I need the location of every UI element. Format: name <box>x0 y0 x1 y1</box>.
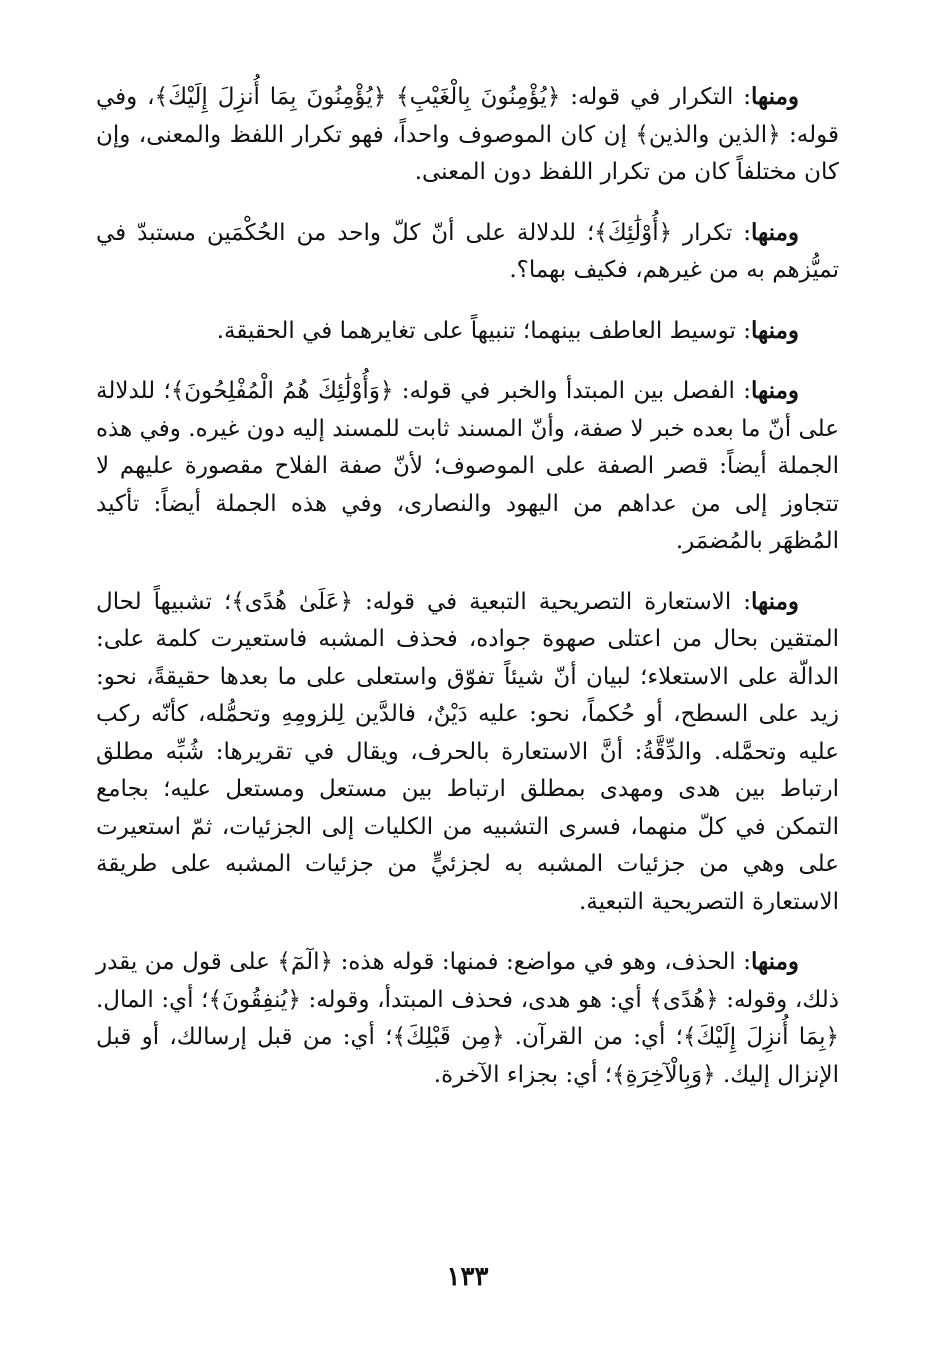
paragraph-lead: ومنها <box>751 948 799 975</box>
paragraph-text: : توسيط العاطف بينهما؛ تنبيهاً على تغايرهما في الحقيقة. <box>216 317 752 344</box>
page-number: ١٣٣ <box>446 1262 489 1292</box>
paragraph-ellipsis <box>96 943 839 1094</box>
paragraph-repetition <box>96 78 839 192</box>
paragraph-lead: ومنها <box>751 587 799 615</box>
paragraph-text: : الحذف، وهو في مواضع: فمنها: قوله هذه: ﴿الٓمٓ﴾ على قول من يقدر ذلك، وقوله: ﴿هُدًى﴾ أي: هو هدى، فحذف المبتدأ، وقوله: ﴿يُنفِقُونَ﴾؛ أي: المال. ﴿بِمَا أُنزِلَ إِلَيْكَ﴾؛ أي: من القرآن. ﴿مِن قَبْلِكَ﴾؛ أي: من قبل إرسالك، أو قبل الإنزال إليك. ﴿وَبِالْآخِرَةِ﴾؛ أي: بجزاء الآخرة. <box>96 949 839 1088</box>
paragraph-lead: ومنها <box>751 83 799 110</box>
paragraph-separation <box>96 372 839 561</box>
paragraph-text: : التكرار في قوله: ﴿يُؤْمِنُونَ بِالْغَيْبِ﴾ ﴿يُؤْمِنُونَ بِمَا أُنزِلَ إِلَيْكَ﴾، وفي قوله: ﴿الذين والذين﴾ إن كان الموصوف واحداً، فهو تكرار اللفظ والمعنى، وإن كان مختلفاً كان من تكرار اللفظ دون المعنى. <box>96 84 839 185</box>
paragraph-lead: ومنها <box>751 377 799 404</box>
paragraph-metaphor <box>96 583 839 922</box>
paragraph-conjunction <box>96 312 839 351</box>
paragraph-text: : الفصل بين المبتدأ والخبر في قوله: ﴿وَأُوْلَٰئِكَ هُمُ الْمُفْلِحُونَ﴾؛ للدلالة على أنّ ما بعده خبر لا صفة، وأنّ المسند ثابت للمسند إليه دون غيره. وفي هذه الجملة أيضاً: قصر الصفة على الموصوف؛ لأنّ صفة الفلاح مقصورة عليهم لا تتجاوز إلى من عداهم من اليهود والنصارى، وفي هذه الجملة أيضاً: تأكيد المُظهَر بالمُضمَر. <box>96 378 839 554</box>
paragraph-lead: ومنها <box>751 316 799 344</box>
page-body <box>96 78 839 1112</box>
paragraph-lead: ومنها <box>751 218 799 246</box>
paragraph-text: : تكرار ﴿أُوْلَٰئِكَ﴾؛ للدلالة على أنّ كلّ واحد من الحُكْمَين مستبدّ في تميُّزهم به من غيرهم، فكيف بهما؟. <box>96 219 839 283</box>
paragraph-text: : الاستعارة التصريحية التبعية في قوله: ﴿عَلَىٰ هُدًى﴾؛ تشبيهاً لحال المتقين بحال من اعتلى صهوة جواده، فحذف المشبه فاستعيرت كلمة على: الدالّة على الاستعلاء؛ لبيان أنّ شيئاً تفوّق واستعلى على ما بعدها حقيقةً، نحو: زيد على السطح، أو حُكماً، نحو: عليه دَيْنٌ، فالدَّين لِلزومِهِ وتحمُّله، كأنّه ركب عليه وتحمَّله. والدِّقَّةُ: أنَّ الاستعارة بالحرف، ويقال في تقريرها: شُبِّه مطلق ارتباط بين هدى ومهدى بمطلق ارتباط بين مستعل ومستعل عليه؛ بجامع التمكن في كلّ منهما، فسرى التشبيه من الكليات إلى الجزئيات، ثمّ استعيرت على وهي من جزئيات المشبه به لجزئيٍّ من جزئيات المشبه على طريقة الاستعارة التصريحية التبعية. <box>96 588 839 915</box>
paragraph-repetition-ulaika <box>96 214 839 290</box>
